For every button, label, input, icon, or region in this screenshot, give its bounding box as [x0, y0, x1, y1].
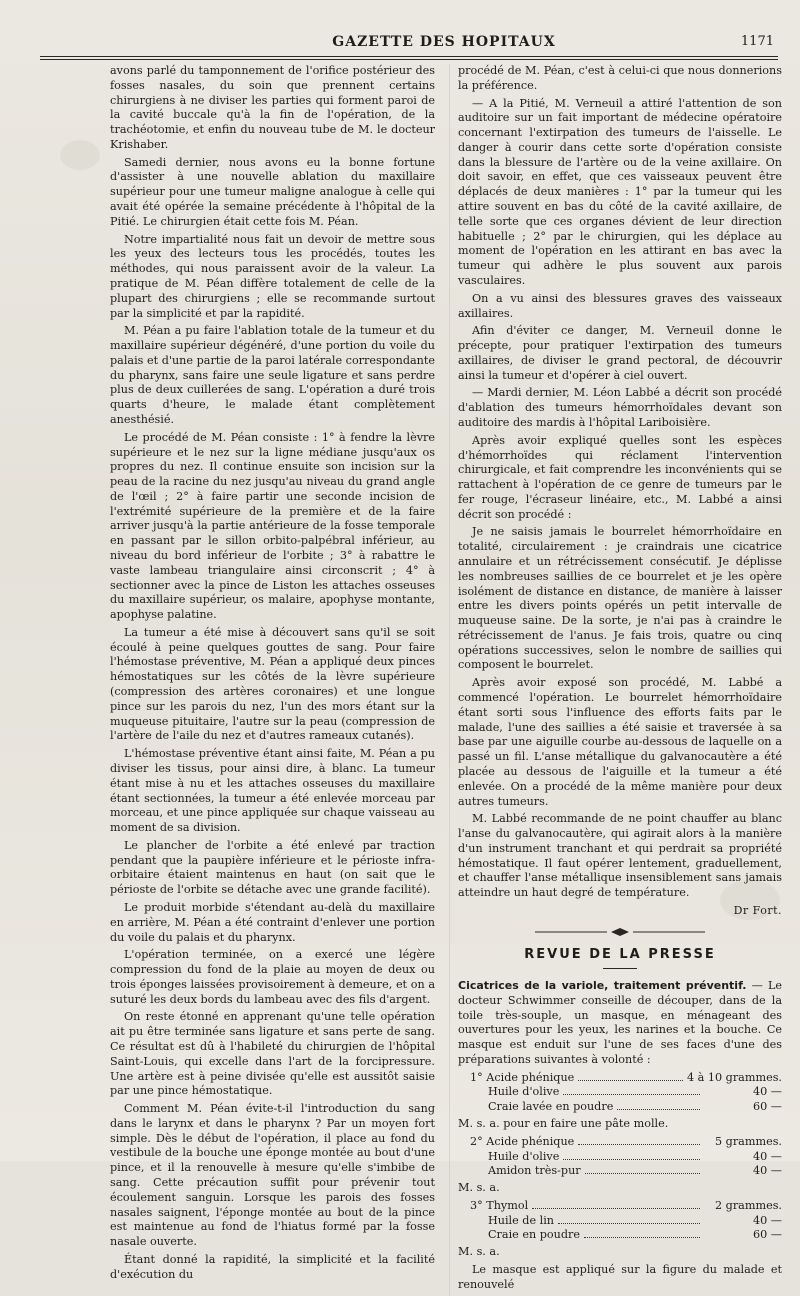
ingredient: Huile de lin: [488, 1213, 554, 1227]
ingredient: 1° Acide phénique: [470, 1070, 575, 1084]
ingredient: Huile d'olive: [488, 1085, 560, 1099]
paragraph: Samedi dernier, nous avons eu la bonne fortune d'assister à une nouvelle ablation du maxillaire supérieur pour une tumeur maligne analogue à celle qui avait été opérée la semaine précédente à l'hôpital de la Pitié. Le chirurgien était cette fois M. Péan.: [110, 155, 435, 228]
leader-dots: [617, 1109, 700, 1110]
paragraph: avons parlé du tamponnement de l'orifice postérieur des fosses nasales, du soin que prennent certains chirurgiens à ne diviser les parties qui forment paroi de la cavité buccale qu'à la fin de l'opération, de la trachéotomie, et enfin du nouveau tube de M. le docteur Krishaber.: [110, 64, 435, 151]
ingredient: 2° Acide phénique: [470, 1134, 575, 1148]
leader-dots: [578, 1144, 700, 1145]
article-lead: Cicatrices de la variole, traitement préventif.: [458, 978, 747, 992]
recipe-line: [470, 1164, 782, 1179]
paragraph: Comment M. Péan évite-t-il l'introduction du sang dans le larynx et dans le pharynx ? Par un moyen fort simple. Dès le début de l'opération, il place au fond du vestibule de la bouche une éponge montée au bout d'une pince, et il la renouvelle à mesure qu'elle s'imbibe de sang. Cette précaution suffit pour prévenir tout écoulement sanguin. Lorsque les parois des fosses nasales saignent, l'éponge montée au bout de la pince est maintenue au fond de l'hiatus formé par la fosse nasale ouverte.: [110, 1102, 435, 1249]
paragraph: L'opération terminée, on a exercé une légère compression du fond de la plaie au moyen de deux ou trois éponges laissées provisoirement à demeure, et on a suturé les deux bords du lambeau avec des fils d'argent.: [110, 948, 435, 1006]
paragraph: Je ne saisis jamais le bourrelet hémorrhoïdaire en totalité, circulairement : je craindrais une cicatrice annulaire et un rétrécissement consécutif. Je déplisse les nombreuses saillies de ce bourrelet et je les opère isolément de distance en distance, de manière à laisser entre les divers points opérés un petit intervalle de muqueuse saine. De la sorte, je n'ai pas à craindre le rétrécissement de l'anus. Je fais trois, quatre ou cinq opérations successives, selon le nombre de saillies qui composent le bourrelet.: [458, 525, 782, 672]
recipe-line: [470, 1199, 782, 1214]
section-title: REVUE DE LA PRESSE: [524, 946, 716, 962]
ingredient: 3° Thymol: [470, 1198, 529, 1212]
recipe-note: M. s. a.: [458, 1181, 500, 1195]
ingredient: Huile d'olive: [488, 1149, 560, 1163]
quantity: 60 —: [753, 1100, 782, 1114]
header-rule: [40, 56, 778, 60]
paragraph: M. Labbé recommande de ne point chauffer au blanc l'anse du galvanocautère, qui agirait alors à la manière d'un instrument tranchant et qui perdrait sa propriété hémostatique. Il faut opérer lentement, graduellement, et chauffer l'anse métallique insensiblement sans jamais atteindre un haut degré de température.: [458, 812, 782, 900]
leader-dots: [563, 1094, 700, 1095]
paragraph: — Mardi dernier, M. Léon Labbé a décrit son procédé d'ablation des tumeurs hémorrhoïdales devant son auditoire des mardis à l'hôpital Lariboisière.: [458, 386, 782, 429]
author-signature: Dr Fort.: [733, 903, 782, 917]
recipe-line: [470, 1150, 782, 1165]
recipe-line: [470, 1100, 782, 1115]
ingredient: Amidon très-pur: [488, 1164, 581, 1178]
paper-stain: [60, 140, 100, 170]
leader-dots: [558, 1223, 700, 1224]
quantity: 4 à 10 grammes.: [686, 1070, 782, 1084]
recipe-note: M. s. a.: [458, 1245, 500, 1259]
article-paragraph: [458, 979, 782, 1068]
paragraph: Le masque est appliqué sur la figure du malade et renouvelé: [458, 1263, 782, 1291]
paragraph: — A la Pitié, M. Verneuil a attiré l'attention de son auditoire sur un fait important de médecine opératoire concernant l'extirpation des tumeurs de l'aisselle. Le danger à courir dans cette sorte d'opération consiste dans la blessure de l'artère ou de la veine axillaire. On doit savoir, en effet, que ces vaisseaux peuvent être déplacés de deux manières : 1° par la tumeur qui les attire souvent en bas du côté de la cavité axillaire, de telle sorte que ces organes dévient de leur direction habituelle ; 2° par le chirurgien, qui les déplace au moment de l'opération en les attirant en bas avec la tumeur qui adhère le plus souvent aux parois vasculaires.: [458, 96, 782, 287]
paragraph: Le produit morbide s'étendant au-delà du maxillaire en arrière, M. Péan a été contraint d'enlever une portion du voile du palais et du pharynx.: [110, 900, 435, 944]
recipe-1: [470, 1071, 782, 1115]
quantity: 40 —: [753, 1164, 782, 1178]
paragraph: procédé de M. Péan, c'est à celui-ci que nous donnerions la préférence.: [458, 64, 782, 92]
ingredient: Craie en poudre: [488, 1228, 580, 1242]
paragraph: Après avoir exposé son procédé, M. Labbé a commencé l'opération. Le bourrelet hémorrhoïdaire étant sorti sous l'influence des efforts faits par le malade, l'une des saillies a été saisie et traversée à sa base par une aiguille courbe au-dessous de laquelle on a passé un fil. L'anse métallique du galvanocautère a été placée au dessous de l'aiguille et la tumeur a été enlevée. On a procédé de la même manière pour deux autres tumeurs.: [458, 676, 782, 808]
left-column: [110, 64, 435, 1296]
paragraph: Étant donné la rapidité, la simplicité et la facilité d'exécution du: [110, 1252, 435, 1281]
paragraph: Le plancher de l'orbite a été enlevé par traction pendant que la paupière inférieure et le périoste infra-orbitaire étaient maintenus en haut (on sait que le périoste de l'orbite se détache avec une grande facilité).: [110, 838, 435, 897]
paragraph: L'hémostase préventive étant ainsi faite, M. Péan a pu diviser les tissus, pour ainsi dire, à blanc. La tumeur étant mise à nu et les attaches osseuses du maxillaire étant sectionnées, la tumeur a été enlevée morceau par morceau, et une pince appliquée sur chaque vaisseau au moment de sa division.: [110, 747, 435, 835]
leader-dots: [578, 1080, 683, 1081]
paragraph: Le procédé de M. Péan consiste : 1° à fendre la lèvre supérieure et le nez sur la ligne médiane jusqu'aux os propres du nez. Il continue ensuite son incision sur la peau de la racine du nez jusqu'au niveau du grand angle de l'œil ; 2° à faire partir une seconde incision de l'extrémité supérieure de la première et de la faire arriver jusqu'à la partie antérieure de la fosse temporale en passant par le sillon orbito-palpébral inférieur, au niveau du bord inférieur de l'orbite ; 3° à rabattre le vaste lambeau triangulaire ainsi circonscrit ; 4° à sectionner avec la pince de Liston les attaches osseuses du maxillaire supérieur, os malaire, apophyse montante, apophyse palatine.: [110, 430, 435, 622]
text-columns: [110, 64, 782, 1291]
leader-dots: [563, 1159, 700, 1160]
leader-dots: [584, 1237, 700, 1238]
section-rule: [603, 968, 637, 969]
recipe-note: M. s. a. pour en faire une pâte molle.: [458, 1117, 669, 1130]
paragraph: On reste étonné en apprenant qu'une telle opération ait pu être terminée sans ligature et sans perte de sang. Ce résultat est dû à l'habileté du chirurgien de l'hôpital Saint-Louis, qui excelle dans l'art de la forcipressure. Une artère est à peine divisée qu'elle est aussitôt saisie par une pince hémostatique.: [110, 1010, 435, 1098]
section-ornament: [535, 927, 705, 937]
recipe-line: [470, 1071, 782, 1086]
quantity: 40 —: [753, 1085, 782, 1099]
article-intro: — Le docteur Schwimmer conseille de découper, dans de la toile très-souple, un masque, en ménageant des ouvertures pour les yeux, les narines et la bouche. Ce masque est enduit sur l'une de ses faces d'une des préparations suivantes à volonté :: [458, 978, 782, 1066]
page-number: 1171: [740, 34, 774, 49]
quantity: 2 grammes.: [715, 1198, 782, 1212]
quantity: 40 —: [753, 1213, 782, 1227]
paragraph: On a vu ainsi des blessures graves des vaisseaux axillaires.: [458, 291, 782, 320]
ingredient: Craie lavée en poudre: [488, 1100, 614, 1114]
quantity: 60 —: [753, 1228, 782, 1242]
page-header: [110, 28, 778, 56]
quantity: 5 grammes.: [715, 1134, 782, 1148]
leader-dots: [585, 1173, 700, 1174]
newspaper-title: GAZETTE DES HOPITAUX: [332, 34, 556, 50]
paragraph: Notre impartialité nous fait un devoir de mettre sous les yeux des lecteurs tous les procédés, toutes les méthodes, qui nous paraissent avoir de la valeur. La pratique de M. Péan diffère totalement de celle de la plupart des chirurgiens ; elle se recommande surtout par la simplicité et par la rapidité.: [110, 232, 435, 320]
paragraph: Après avoir expliqué quelles sont les espèces d'hémorrhoïdes qui réclament l'intervention chirurgicale, et fait comprendre les inconvénients qui se rattachent à l'opération de ce genre de tumeurs par le fer rouge, l'écraseur linéaire, etc., M. Labbé a ainsi décrit son procédé :: [458, 433, 782, 521]
recipe-3: [470, 1199, 782, 1243]
recipe-line: [470, 1214, 782, 1229]
paragraph: Afin d'éviter ce danger, M. Verneuil donne le précepte, pour pratiquer l'extirpation des tumeurs axillaires, de diviser le grand pectoral, de découvrir ainsi la tumeur et d'opérer à ciel ouvert.: [458, 324, 782, 382]
paragraph: La tumeur a été mise à découvert sans qu'il se soit écoulé à peine quelques gouttes de sang. Pour faire l'hémostase préventive, M. Péan a appliqué deux pinces hémostatiques sur les côtés de la lèvre supérieure (compression des artères coronaires) et une longue pince sur les parois du nez, l'un des mors étant sur la muqueuse pituitaire, l'autre sur la peau (compression de l'artère de l'aile du nez et d'autres rameaux cutanés).: [110, 625, 435, 743]
recipe-line: [470, 1085, 782, 1100]
recipe-line: [470, 1135, 782, 1150]
quantity: 40 —: [753, 1149, 782, 1163]
paragraph: M. Péan a pu faire l'ablation totale de la tumeur et du maxillaire supérieur dégénéré, d'une portion du voile du palais et d'une partie de la paroi latérale correspondante du pharynx, sans faire une seule ligature et sans perdre plus de deux cuillerées de sang. L'opération a duré trois quarts d'heure, le malade étant complètement anesthésié.: [110, 324, 435, 426]
recipe-line: [470, 1228, 782, 1243]
recipe-2: [470, 1135, 782, 1179]
leader-dots: [532, 1208, 700, 1209]
right-column: [449, 64, 782, 1296]
